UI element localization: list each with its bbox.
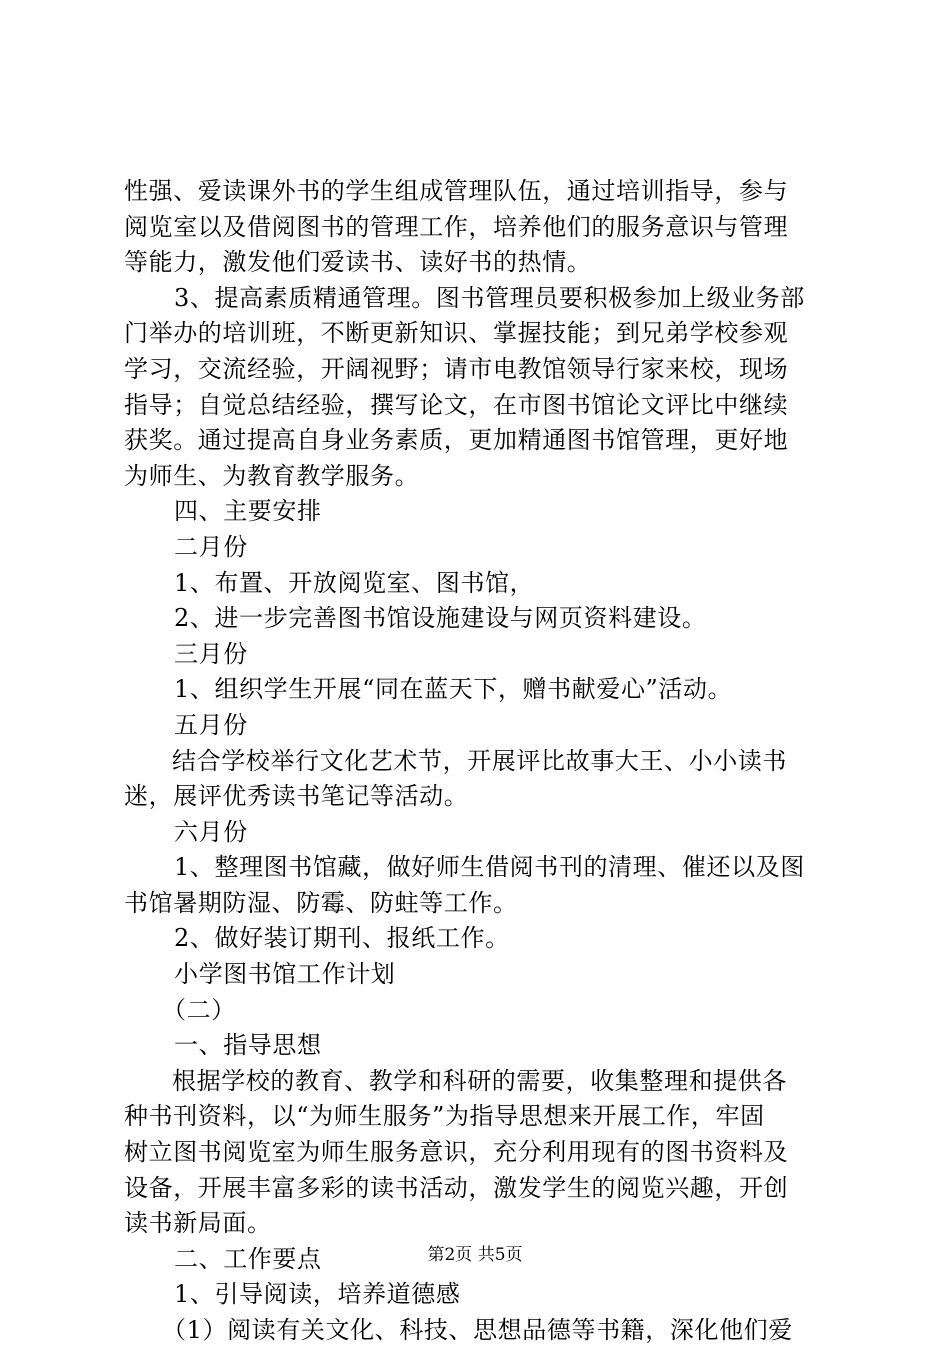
text-line: 学习，交流经验，开阔视野；请市电教馆领导行家来校，现场 xyxy=(124,354,789,383)
text-line: 2、进一步完善图书馆设施建设与网页资料建设。 xyxy=(174,604,707,633)
text-line: 六月份 xyxy=(174,817,248,846)
text-line: 1、组织学生开展“同在蓝天下，赠书献爱心”活动。 xyxy=(174,675,733,704)
text-line: 二、工作要点 xyxy=(174,1244,322,1273)
text-line: 读书新局面。 xyxy=(124,1209,272,1238)
document-body xyxy=(124,174,844,1349)
text-line: 1、布置、开放阅览室、图书馆， xyxy=(174,568,535,597)
text-line: 阅览室以及借阅图书的管理工作，培养他们的服务意识与管理 xyxy=(124,212,789,241)
text-line: 迷，展评优秀读书笔记等活动。 xyxy=(124,782,469,811)
text-line: 性强、爱读课外书的学生组成管理队伍，通过培训指导，参与 xyxy=(124,177,789,205)
text-line: 等能力，激发他们爱读书、读好书的热情。 xyxy=(124,248,592,277)
text-line: 1、引导阅读，培养道德感 xyxy=(174,1280,461,1309)
text-line: 小学图书馆工作计划 xyxy=(174,960,396,989)
text-line: 根据学校的教育、教学和科研的需要，收集整理和提供各 xyxy=(172,1066,787,1095)
text-line: 一、指导思想 xyxy=(174,1031,322,1060)
text-line: 3、提高素质精通管理。图书管理员要积极参加上级业务部 xyxy=(174,283,805,312)
text-line: 获奖。通过提高自身业务素质，更加精通图书馆管理，更好地 xyxy=(124,426,789,455)
text-line: 2、做好装订期刊、报纸工作。 xyxy=(174,924,510,953)
text-line: 1、整理图书馆藏，做好师生借阅书刊的清理、催还以及图 xyxy=(174,853,805,882)
text-line: 指导；自觉总结经验，撰写论文，在市图书馆论文评比中继续 xyxy=(124,390,789,419)
text-line: 门举办的培训班，不断更新知识、掌握技能；到兄弟学校参观 xyxy=(124,319,789,348)
text-line: 三月份 xyxy=(174,639,248,668)
text-line: 书馆暑期防湿、防霉、防蛀等工作。 xyxy=(124,888,518,917)
text-line: 二月份 xyxy=(174,532,248,561)
text-line: 结合学校举行文化艺术节，开展评比故事大王、小小读书 xyxy=(172,746,787,775)
text-line: 设备，开展丰富多彩的读书活动，激发学生的阅览兴趣，开创 xyxy=(124,1173,789,1202)
text-line: 种书刊资料，以“为师生服务”为指导思想来开展工作，牢固 xyxy=(124,1102,765,1131)
text-line: 为师生、为教育教学服务。 xyxy=(124,461,420,490)
text-line: （1）阅读有关文化、科技、思想品德等书籍，深化他们爱 xyxy=(162,1316,793,1344)
page-footer: 第2页 共5页 xyxy=(427,1245,523,1265)
text-line: 五月份 xyxy=(174,710,248,739)
text-line: 四、主要安排 xyxy=(174,497,322,526)
text-line: （二） xyxy=(162,995,236,1024)
text-line: 树立图书阅览室为师生服务意识，充分利用现有的图书资料及 xyxy=(124,1138,789,1167)
